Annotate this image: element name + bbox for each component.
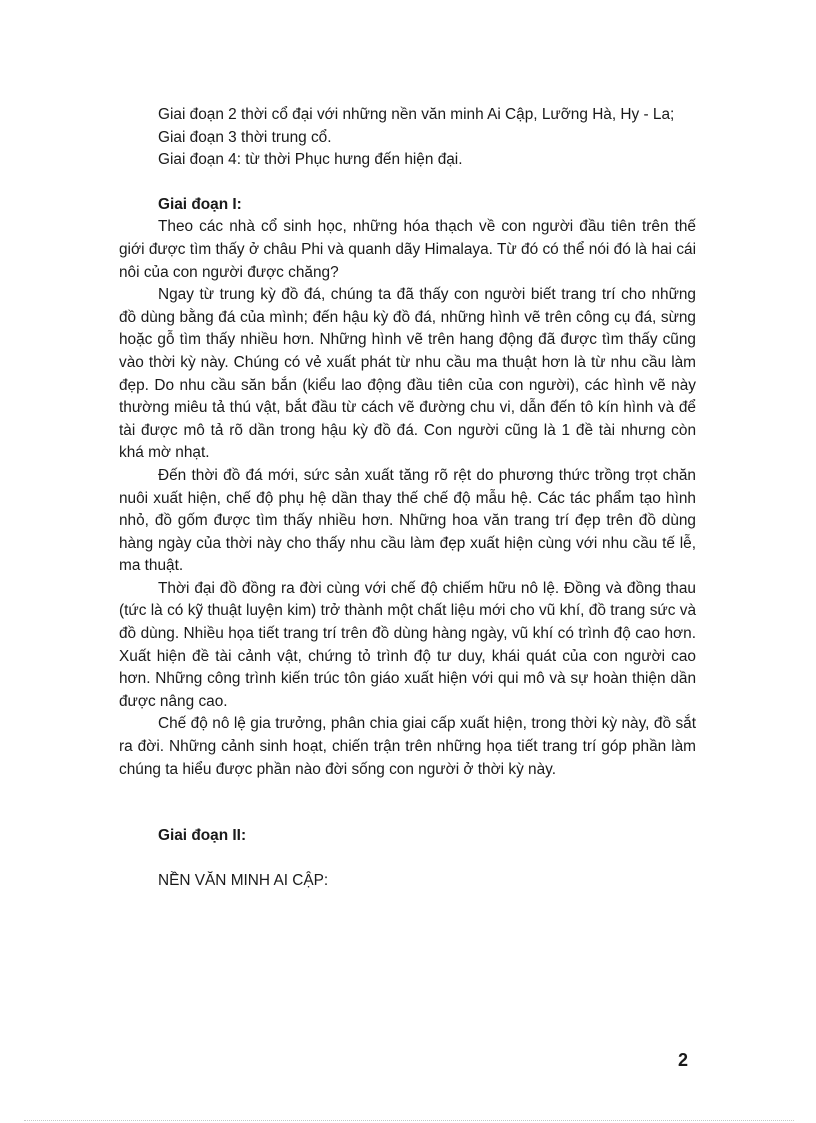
paragraph: Theo các nhà cổ sinh học, những hóa thạch về con người đầu tiên trên thế giới được tìm thấy ở châu Phi và quanh dãy Himalaya. Từ đó có thể nói đó là hai cái nôi của con người được chăng? <box>119 218 696 281</box>
subheading-egypt: NỀN VĂN MINH AI CẬP: <box>158 871 329 889</box>
page-number: 2 <box>678 1050 689 1070</box>
intro-line-stage-4: Giai đoạn 4: từ thời Phục hưng đến hiện đại. <box>158 151 463 169</box>
paragraph: Thời đại đồ đồng ra đời cùng với chế độ chiếm hữu nô lệ. Đồng và đồng thau (tức là có kỹ thuật luyện kim) trở thành một chất liệu mới cho vũ khí, đồ trang sức và đồ dùng. Nhiều họa tiết trang trí trên đồ dùng hàng ngày, vũ khí có trình độ cao hơn. Xuất hiện đề tài cảnh vật, chứng tỏ trình độ tư duy, khái quát của con người cao hơn. Những công trình kiến trúc tôn giáo xuất hiện với qui mô và sự hoàn thiện dần được nâng cao. <box>119 579 696 710</box>
paragraph: Ngay từ trung kỳ đồ đá, chúng ta đã thấy con người biết trang trí cho những đồ dùng bằng đá của mình; đến hậu kỳ đồ đá, những hình vẽ trên công cụ đá, sừng hoặc gỗ tìm thấy nhiều hơn. Những hình vẽ trên hang động đã được tìm thấy cũng vào thời kỳ này. Chúng có vẻ xuất phát từ nhu cầu ma thuật hơn là từ nhu cầu làm đẹp. Do nhu cầu săn bắn (kiểu lao động đầu tiên của con người), các hình vẽ này thường miêu tả thú vật, bắt đầu từ cách vẽ đường chu vi, dẫn đến tô kín hình và để tài được mô tả rõ dần trong hậu kỳ đồ đá. Con người cũng là 1 đề tài nhưng còn khá mờ nhạt. <box>119 286 696 462</box>
footer-divider <box>24 1120 794 1121</box>
intro-line-stage-2: Giai đoạn 2 thời cổ đại với những nền văn minh Ai Cập, Lưỡng Hà, Hy - La; <box>158 106 675 123</box>
intro-line-stage-3: Giai đoạn 3 thời trung cổ. <box>158 128 332 146</box>
section-heading-stage-2: Giai đoạn II: <box>158 827 247 845</box>
section-heading-stage-1: Giai đoạn I: <box>158 195 242 213</box>
page-content <box>119 104 696 892</box>
paragraph: Chế độ nô lệ gia trưởng, phân chia giai cấp xuất hiện, trong thời kỳ này, đồ sắt ra đời. Những cảnh sinh hoạt, chiến trận trên những họa tiết trang trí góp phần làm chúng ta hiểu được phần nào đời sống con người ở thời kỳ này. <box>119 715 696 778</box>
paragraph: Đến thời đồ đá mới, sức sản xuất tăng rõ rệt do phương thức trồng trọt chăn nuôi xuất hiện, chế độ phụ hệ dần thay thế chế độ mẫu hệ. Các tác phẩm tạo hình nhỏ, đồ gốm được tìm thấy nhiều hơn. Những hoa văn trang trí đẹp trên đồ dùng hàng ngày của thời này cho thấy nhu cầu làm đẹp xuất hiện cùng với nhu cầu tế lễ, ma thuật. <box>119 466 696 575</box>
